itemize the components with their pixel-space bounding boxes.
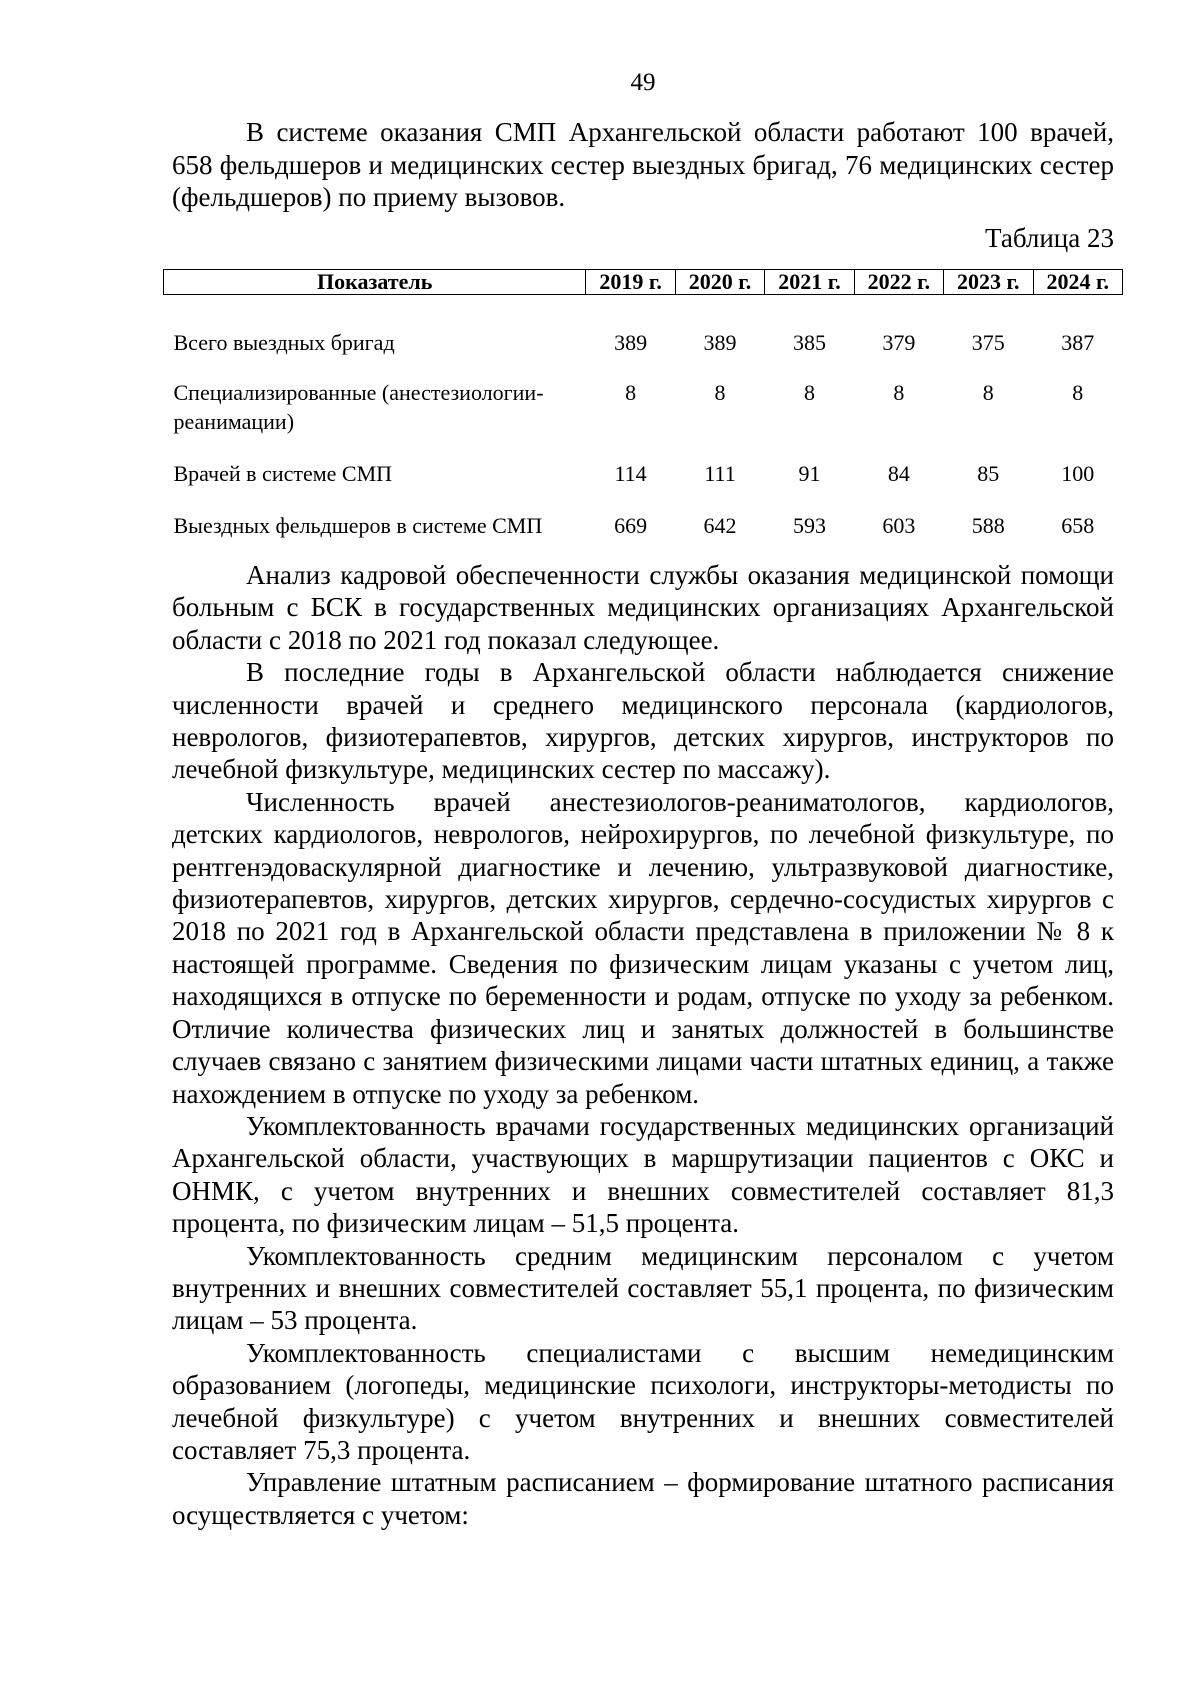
cell-value: 385 — [792, 330, 826, 355]
cell-value: 8 — [893, 380, 905, 405]
paragraph-doctor-staffing: Укомплектованность врачами государственных медицинских организаций Архангельской области, участвующих в маршрутизации пациентов с ОКС и ОНМК, с учетом внутренних и внешних совместителей составляет 81,3 процента, по физическим лицам – 51,5 процента. — [172, 1110, 1114, 1239]
paragraph-doctor-counts: Численность врачей анестезиологов-реаниматологов, кардиологов, детских кардиологов, неврологов, нейрохирургов, по лечебной физкультуре, по рентгенэдоваскулярной диагностике и лечению, ультразвуковой диагностике, физиотерапевтов, хирургов, детских хирургов, сердечно-сосудистых хирургов с 2018 по 2021 год в Архангельской области представлена в приложении № 8 к настоящей программе. Сведения по физическим лицам указаны с учетом лиц, находящихся в отпуске по беременности и родам, отпуске по уходу за ребенком. Отличие количества физических лиц и занятых должностей в большинстве случаев связано с занятием физическими лицами части штатных единиц, а также нахождением в отпуске по уходу за ребенком. — [172, 786, 1114, 1109]
page-number: 49 — [630, 69, 656, 96]
cell-value: 8 — [1072, 380, 1084, 405]
cell-value: 85 — [977, 461, 1000, 486]
row-label: Специализированные (анестезиологии-реанимации) — [173, 380, 544, 434]
body-text — [172, 559, 1114, 1531]
header-indicator: Показатель — [164, 270, 586, 295]
header-year-2022: 2022 г. — [854, 270, 943, 295]
cell-value: 8 — [803, 380, 815, 405]
staffing-table — [163, 269, 1123, 540]
paragraph-staff-decline: В последние годы в Архангельской области наблюдается снижение численности врачей и среднего медицинского персонала (кардиологов, неврологов, физиотерапевтов, хирургов, детских хирургов, инструкторов по лечебной физкультуре, медицинских сестер по массажу). — [172, 657, 1114, 785]
cell-value: 642 — [703, 513, 737, 538]
cell-value: 387 — [1061, 330, 1095, 355]
header-year-2020: 2020 г. — [675, 270, 764, 295]
cell-value: 593 — [792, 513, 826, 538]
header-year-2019: 2019 г. — [586, 270, 675, 295]
header-year-2024: 2024 г. — [1033, 270, 1123, 295]
row-label: Врачей в системе СМП — [173, 461, 393, 486]
row-label: Выездных фельдшеров в системе СМП — [173, 513, 543, 538]
cell-value: 84 — [887, 461, 910, 486]
cell-value: 389 — [703, 330, 737, 355]
cell-value: 111 — [704, 461, 736, 486]
cell-value: 100 — [1061, 461, 1095, 486]
table-row — [164, 357, 1123, 436]
cell-value: 658 — [1061, 513, 1095, 538]
cell-value: 375 — [971, 330, 1005, 355]
cell-value: 8 — [982, 380, 994, 405]
table-caption: Таблица 23 — [985, 223, 1114, 253]
cell-value: 8 — [714, 380, 726, 405]
paragraph-staffing-management: Управление штатным расписанием – формирование штатного расписания осуществляется с учетом: — [172, 1467, 1114, 1530]
row-label: Всего выездных бригад — [173, 330, 395, 355]
paragraph-specialist-staffing: Укомплектованность специалистами с высшим немедицинским образованием (логопеды, медицинские психологи, инструкторы-методисты по лечебной физкультуре) с учетом внутренних и внешних совместителей составляет 75,3 процента. — [172, 1337, 1114, 1465]
header-year-2021: 2021 г. — [765, 270, 854, 295]
cell-value: 91 — [798, 461, 821, 486]
cell-value: 588 — [971, 513, 1005, 538]
cell-value: 603 — [882, 513, 916, 538]
paragraph-analysis: Анализ кадровой обеспеченности службы оказания медицинской помощи больным с БСК в государственных медицинских организациях Архангельской области с 2018 по 2021 год показал следующее. — [172, 560, 1114, 655]
header-year-2023: 2023 г. — [944, 270, 1033, 295]
cell-value: 8 — [625, 380, 637, 405]
cell-value: 114 — [614, 461, 647, 486]
table-row — [164, 295, 1123, 358]
cell-value: 389 — [614, 330, 648, 355]
table-header-row — [164, 270, 1123, 295]
table-row — [164, 488, 1123, 540]
table-row — [164, 436, 1123, 488]
cell-value: 669 — [614, 513, 648, 538]
paragraph-nurse-staffing: Укомплектованность средним медицинским персоналом с учетом внутренних и внешних совместителей составляет 55,1 процента, по физическим лицам – 53 процента. — [172, 1240, 1114, 1336]
cell-value: 379 — [882, 330, 916, 355]
intro-paragraph: В системе оказания СМП Архангельской области работают 100 врачей, 658 фельдшеров и медицинских сестер выездных бригад, 76 медицинских сестер (фельдшеров) по приему вызовов. — [172, 117, 1114, 213]
